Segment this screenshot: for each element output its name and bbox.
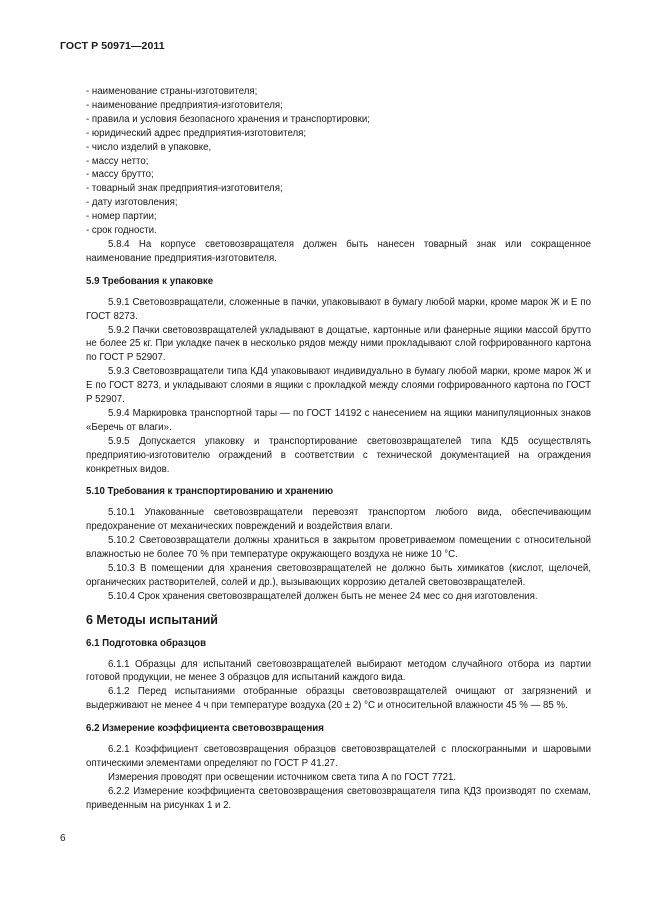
paragraph-6-2-2: 6.2.2 Измерение коэффициента световозвращения световозвращателя типа КД3 производят по схемам, приведенным на рисунках 1 и 2. [86, 785, 591, 811]
page-number: 6 [60, 833, 66, 844]
page-content [86, 85, 591, 813]
paragraph-6-1-1: 6.1.1 Образцы для испытаний световозвращателей выбирают методом случайного отбора из партии готовой продукции, не менее 3 образцов для испытаний каждого вида. [86, 658, 591, 684]
list-item: - наименование предприятия-изготовителя; [86, 99, 283, 111]
list-item: - массу брутто; [86, 169, 154, 181]
list-item: - число изделий в упаковке, [86, 141, 212, 153]
list-item: - срок годности. [86, 225, 157, 237]
document-header: ГОСТ Р 50971—2011 [60, 40, 165, 52]
list-item: - правила и условия безопасного хранения и транспортировки; [86, 113, 370, 125]
paragraph-5-10-3: 5.10.3 В помещении для хранения световозвращателей не должно быть химикатов (кислот, щелочей, органических растворителей, солей и др.), вызывающих коррозию деталей световозвращателей. [86, 563, 591, 588]
paragraph-6-2-1: 6.2.1 Коэффициент световозвращения образцов световозвращателей с плоскогранными и шаровыми оптическими элементами определяют по ГОСТ Р 41.27. [86, 744, 591, 769]
chapter-heading-6: 6 Методы испытаний [86, 612, 218, 627]
section-heading-5-10: 5.10 Требования к транспортированию и хранению [86, 486, 334, 498]
section-heading-6-1: 6.1 Подготовка образцов [86, 637, 207, 649]
list-item: - массу нетто; [86, 155, 149, 167]
paragraph-5-10-4: 5.10.4 Срок хранения световозвращателей должен быть не менее 24 мес со дня изготовления. [108, 590, 538, 602]
list-item: - номер партии; [86, 211, 157, 223]
paragraph-5-10-1: 5.10.1 Упакованные световозвращатели перевозят транспортом любого вида, обеспечивающим предохранение от механических повреждений и воздействия влаги. [86, 507, 591, 533]
paragraph-5-9-2: 5.9.2 Пачки световозвращателей укладывают в дощатые, картонные или фанерные ящики массой брутто не более 25 кг. При укладке пачек в несколько рядов между ними прокладывают слой гофрированного картона по ГОСТ Р 52907. [86, 324, 591, 364]
paragraph-6-1-2: 6.1.2 Перед испытаниями отобранные образцы световозвращателей очищают от загрязнений и выдерживают не менее 4 ч при температуре воздуха (20 ± 2) °С и относительной влажности 45 % — 85 %. [86, 686, 591, 712]
list-item: - наименование страны-изготовителя; [86, 86, 258, 97]
paragraph-6-2-1-note: Измерения проводят при освещении источником света типа А по ГОСТ 7721. [108, 771, 457, 783]
list-item: - дату изготовления; [86, 197, 178, 209]
paragraph-5-9-3: 5.9.3 Световозвращатели типа КД4 упаковывают индивидуально в бумагу любой марки, кроме марок Ж и Е по ГОСТ 8273, и укладывают слоями в ящики с прокладкой между слоями гофрированного картона по ГОСТ Р 52907. [86, 366, 591, 406]
list-item: - юридический адрес предприятия-изготовителя; [86, 127, 307, 139]
section-heading-6-2: 6.2 Измерение коэффициента световозвращения [86, 723, 324, 735]
paragraph-5-9-5: 5.9.5 Допускается упаковку и транспортирование световозвращателей типа КД5 осуществлять предприятию-изготовителю ограждений в соответствии с технической документацией на ограждения конкретных видов. [86, 435, 591, 475]
paragraph-5-10-2: 5.10.2 Световозвращатели должны храниться в закрытом проветриваемом помещении с относительной влажностью не более 70 % при температуре окружающего воздуха не ниже 10 °С. [86, 535, 591, 561]
paragraph-5-8-4: 5.8.4 На корпусе световозвращателя должен быть нанесен товарный знак или сокращенное наименование предприятия-изготовителя. [86, 238, 591, 264]
paragraph-5-9-4: 5.9.4 Маркировка транспортной тары — по ГОСТ 14192 с нанесением на ящики манипуляционных знаков «Беречь от влаги». [86, 407, 591, 433]
paragraph-5-9-1: 5.9.1 Световозвращатели, сложенные в пачки, упаковывают в бумагу любой марки, кроме марок Ж и Е по ГОСТ 8273. [86, 296, 591, 322]
marking-list [86, 85, 591, 238]
list-item: - товарный знак предприятия-изготовителя; [86, 183, 283, 195]
section-heading-5-9: 5.9 Требования к упаковке [86, 275, 214, 287]
